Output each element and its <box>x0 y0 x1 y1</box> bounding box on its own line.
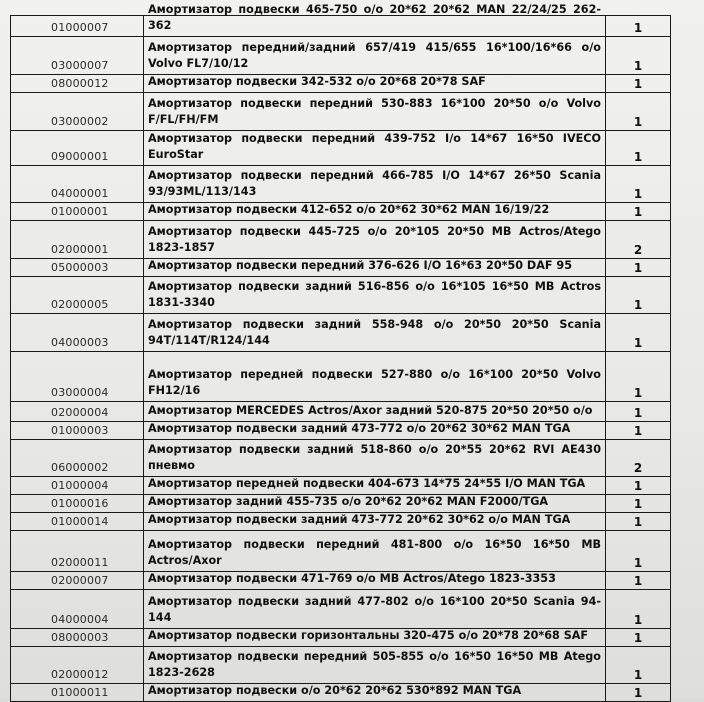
table-row <box>11 314 671 352</box>
part-quantity: 1 <box>606 422 671 439</box>
part-code: 01000004 <box>11 477 144 494</box>
part-description: Амортизатор подвески передний 505-855 о/о 16*50 16*50 MB Atego 1823-2628 <box>144 647 606 683</box>
part-quantity: 1 <box>606 93 671 130</box>
part-description: Амортизатор подвески передний 466-785 I/O 14*67 26*50 Scania 93/93ML/113/143 <box>144 166 606 202</box>
part-code: 06000002 <box>11 440 144 476</box>
part-quantity: 1 <box>606 629 671 646</box>
part-code: 04000004 <box>11 590 144 628</box>
part-description: Амортизатор подвески 412-652 о/о 20*62 30*62 MAN 16/19/22 <box>144 203 606 220</box>
part-quantity: 1 <box>606 314 671 351</box>
part-code: 02000011 <box>11 531 144 571</box>
part-quantity: 1 <box>606 647 671 683</box>
part-quantity: 1 <box>606 75 671 92</box>
part-quantity: 1 <box>606 131 671 165</box>
table-row <box>11 590 671 629</box>
part-quantity: 1 <box>606 513 671 530</box>
part-quantity: 2 <box>606 221 671 258</box>
table-row <box>11 647 671 684</box>
part-description: Амортизатор передний/задний 657/419 415/655 16*100/16*66 о/о Volvo FL7/10/12 <box>144 37 606 74</box>
part-quantity: 1 <box>606 37 671 74</box>
part-code: 04000003 <box>11 314 144 351</box>
part-description: Амортизатор подвески 445-725 о/о 20*105 20*50 MB Actros/Atego 1823-1857 <box>144 221 606 258</box>
table-row <box>11 684 671 702</box>
part-description: Амортизатор передней подвески 404-673 14*75 24*55 I/O MAN TGA <box>144 477 606 494</box>
part-code: 03000007 <box>11 37 144 74</box>
table-row <box>11 277 671 314</box>
part-quantity: 1 <box>606 402 671 421</box>
part-code: 03000002 <box>11 93 144 130</box>
part-code: 02000012 <box>11 647 144 683</box>
part-quantity: 1 <box>606 572 671 589</box>
table-row <box>11 3 671 37</box>
table-row <box>11 477 671 495</box>
part-quantity: 1 <box>606 259 671 276</box>
part-code: 03000004 <box>11 352 144 401</box>
part-description: Амортизатор задний 455-735 о/о 20*62 20*62 MAN F2000/TGA <box>144 495 606 512</box>
table-row <box>11 93 671 131</box>
part-quantity: 1 <box>606 477 671 494</box>
table-row <box>11 422 671 440</box>
part-description: Амортизатор подвески горизонтальны 320-475 о/о 20*78 20*68 SAF <box>144 629 606 646</box>
part-description: Амортизатор подвески передний 481-800 о/о 16*50 16*50 MB Actros/Axor <box>144 531 606 571</box>
table-row <box>11 629 671 647</box>
part-code: 08000012 <box>11 75 144 92</box>
part-code: 02000007 <box>11 572 144 589</box>
table-row <box>11 259 671 277</box>
part-description: Амортизатор подвески задний 516-856 о/о 16*105 16*50 MB Actros 1831-3340 <box>144 277 606 313</box>
table-row <box>11 572 671 590</box>
table-row <box>11 75 671 93</box>
part-quantity: 1 <box>606 166 671 202</box>
table-row <box>11 352 671 402</box>
table-row <box>11 203 671 221</box>
part-description: Амортизатор передней подвески 527-880 о/о 16*100 20*50 Volvo FH12/16 <box>144 352 606 401</box>
part-code: 01000001 <box>11 203 144 220</box>
part-code: 01000011 <box>11 684 144 701</box>
table-row <box>11 221 671 259</box>
part-description: Амортизатор подвески задний 558-948 о/о 20*50 20*50 Scania 94T/114T/R124/144 <box>144 314 606 351</box>
table-row <box>11 495 671 513</box>
table-row <box>11 513 671 531</box>
table-row <box>11 37 671 75</box>
part-description: Амортизатор подвески задний 473-772 о/о 20*62 30*62 MAN TGA <box>144 422 606 439</box>
part-code: 02000004 <box>11 402 144 421</box>
part-description: Амортизатор подвески 465-750 о/о 20*62 20*62 MAN 22/24/25 262-362 <box>144 16 606 36</box>
part-quantity: 1 <box>606 352 671 401</box>
parts-table <box>10 3 671 702</box>
table-row <box>11 531 671 572</box>
part-quantity: 1 <box>606 531 671 571</box>
table-row <box>11 402 671 422</box>
part-code: 01000014 <box>11 513 144 530</box>
part-quantity: 2 <box>606 440 671 476</box>
part-code: 04000001 <box>11 166 144 202</box>
part-code: 02000001 <box>11 221 144 258</box>
table-row <box>11 440 671 477</box>
part-description: Амортизатор подвески задний 518-860 о/о 20*55 20*62 RVI AE430 пневмо <box>144 440 606 476</box>
part-code: 05000003 <box>11 259 144 276</box>
part-description: Амортизатор подвески о/о 20*62 20*62 530*892 MAN TGA <box>144 684 606 701</box>
part-code: 01000003 <box>11 422 144 439</box>
part-quantity: 1 <box>606 203 671 220</box>
part-description: Амортизатор MERCEDES Actros/Axor задний 520-875 20*50 20*50 о/о <box>144 402 606 421</box>
table-row <box>11 131 671 166</box>
part-description: Амортизатор подвески 342-532 о/о 20*68 20*78 SAF <box>144 75 606 92</box>
part-description: Амортизатор подвески 471-769 о/о MB Actros/Atego 1823-3353 <box>144 572 606 589</box>
part-code: 08000003 <box>11 629 144 646</box>
part-quantity: 1 <box>606 684 671 701</box>
part-description: Амортизатор подвески задний 477-802 о/о 16*100 20*50 Scania 94-144 <box>144 590 606 628</box>
part-quantity: 1 <box>606 495 671 512</box>
part-code: 01000016 <box>11 495 144 512</box>
part-description: Амортизатор подвески передний 530-883 16*100 20*50 о/о Volvo F/FL/FH/FM <box>144 93 606 130</box>
part-code: 02000005 <box>11 277 144 313</box>
part-description: Амортизатор подвески задний 473-772 20*62 30*62 о/о MAN TGA <box>144 513 606 530</box>
part-quantity: 1 <box>606 277 671 313</box>
part-description: Амортизатор подвески передний 376-626 I/O 16*63 20*50 DAF 95 <box>144 259 606 276</box>
table-row <box>11 166 671 203</box>
part-code: 01000007 <box>11 16 144 36</box>
part-description: Амортизатор подвески передний 439-752 I/о 14*67 16*50 IVECO EuroStar <box>144 131 606 165</box>
part-quantity: 1 <box>606 16 671 36</box>
part-quantity: 1 <box>606 590 671 628</box>
part-code: 09000001 <box>11 131 144 165</box>
